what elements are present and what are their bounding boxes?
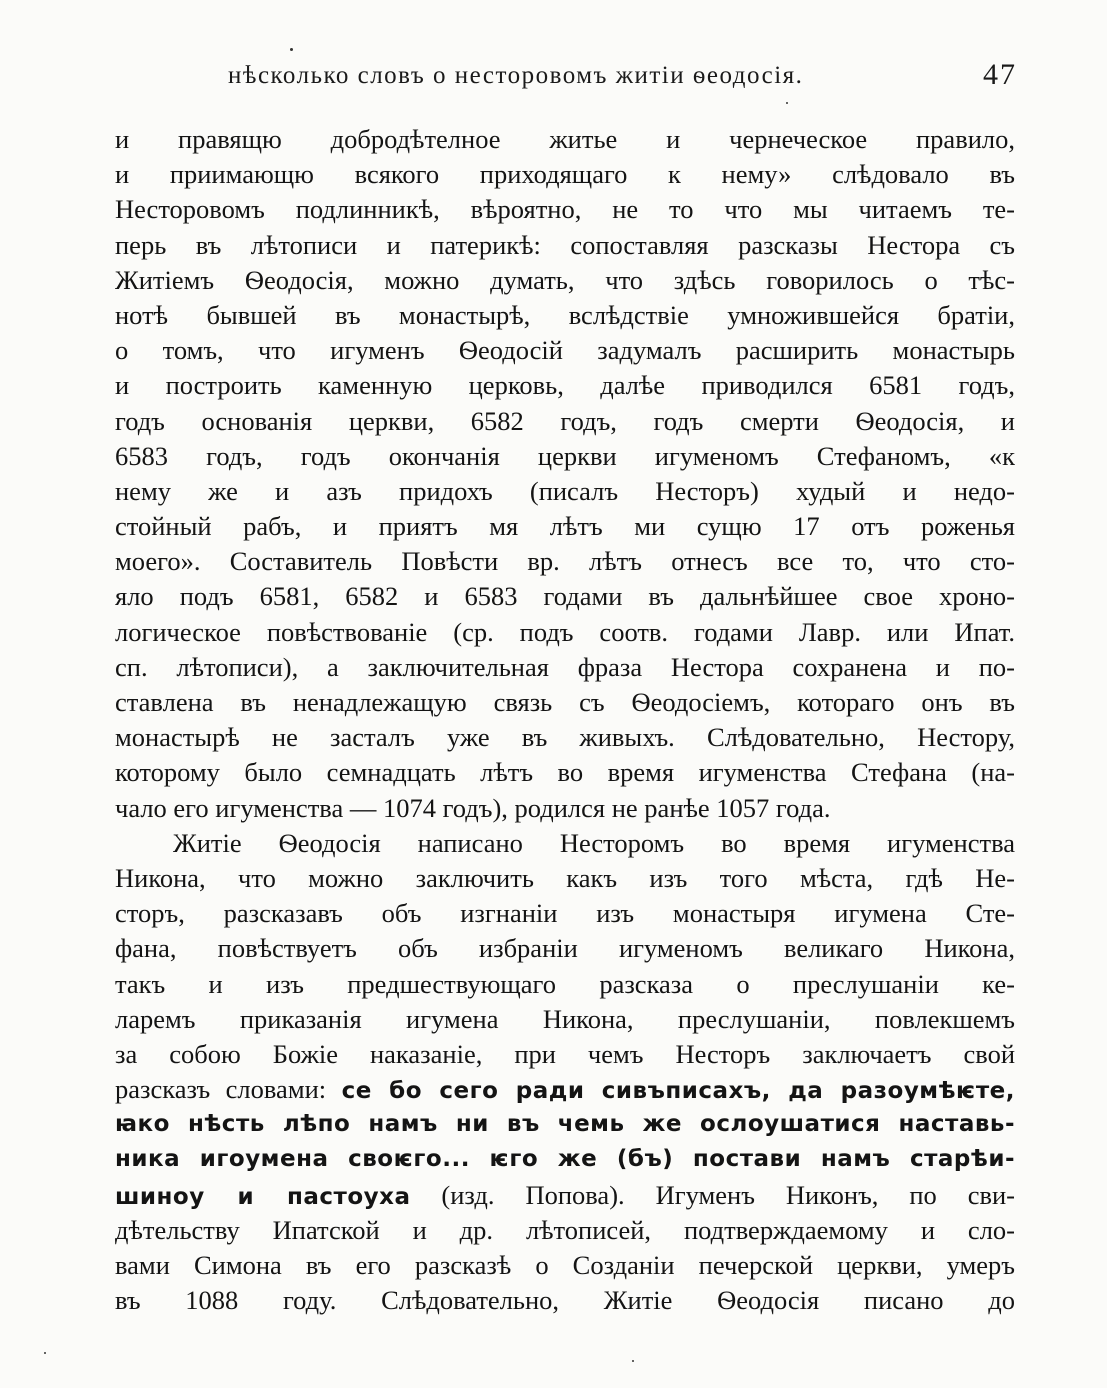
print-speck xyxy=(786,102,788,104)
print-speck xyxy=(290,48,293,51)
text-line: и приимающю всякого приходящаго к нему» слѣдовало въ xyxy=(115,159,1015,190)
text-line: моего». Составитель Повѣсти вр. лѣтъ отнесъ все то, что сто- xyxy=(115,546,1015,577)
text-line: нему же и азъ придохъ (писалъ Несторъ) худый и недо- xyxy=(115,475,1015,506)
text-line: монастырѣ не засталъ уже въ живыхъ. Слѣдовательно, Нестору, xyxy=(115,722,1015,753)
paragraph xyxy=(115,826,1015,1319)
text-line: чало его игуменства — 1074 годъ), родился не ранѣе 1057 года. xyxy=(115,792,831,823)
text-line: шиноу и пастоуха (изд. Попова). Игуменъ Никонъ, по сви- xyxy=(115,1179,1015,1210)
text-line: и построить каменную церковь, далѣе приводился 6581 годъ, xyxy=(115,370,1015,401)
text-line: вами Симона въ его разсказѣ о Созданіи печерской церкви, умеръ xyxy=(115,1250,1015,1280)
text-line: годъ основанія церкви, 6582 годъ, годъ смерти Ѳеодосія, и xyxy=(115,405,1015,436)
body-text xyxy=(115,122,1015,1318)
church-slavonic-quote: се бо сего ради сивъписахъ, да разоумѣѥте, xyxy=(341,1078,1015,1105)
text-line: которому было семнадцать лѣтъ во время игуменства Стефана (на- xyxy=(115,757,1015,788)
text-line: и правящю добродѣтелное житье и чернеческое правило, xyxy=(115,124,1015,154)
paragraph xyxy=(115,122,1015,826)
text-line: ларемъ приказанія игумена Никона, преслушаніи, повлекшемъ xyxy=(115,1003,1015,1034)
text-line: дѣтельству Ипатской и др. лѣтописей, подтверждаемому и сло- xyxy=(115,1214,1015,1245)
paragraph-tail xyxy=(115,1213,1015,1319)
church-slavonic-quote: ника игоумена своѥго... ѥго же (бъ) постави намъ старѣи- xyxy=(115,1146,1015,1173)
print-speck xyxy=(632,1360,634,1362)
text-line: Несторовомъ подлинникѣ, вѣроятно, не то что мы читаемъ те- xyxy=(115,194,1015,225)
text-line: разсказъ словами: се бо сего ради сивъписахъ, да разоумѣѥте, xyxy=(115,1074,1015,1105)
church-slavonic-quote: ꙗко нѣсть лѣпо намъ ни въ чемь же ослоушатися наставь- xyxy=(115,1111,1015,1138)
text-line: въ 1088 году. Слѣдовательно, Житіе Ѳеодосія писано до xyxy=(115,1285,1015,1316)
church-slavonic-quote: шиноу и пастоуха xyxy=(115,1183,411,1210)
text-line: сторъ, разсказавъ объ изгнаніи изъ монастыря игумена Сте- xyxy=(115,898,1015,929)
text-line: перь въ лѣтописи и патерикѣ: сопоставляя разсказы Нестора съ xyxy=(115,229,1015,260)
page-header xyxy=(0,58,1107,98)
text-line: Житіе Ѳеодосія написано Несторомъ во время игуменства xyxy=(173,827,1015,858)
text-line: стойный рабъ, и приятъ мя лѣтъ ми сущю 17 отъ роженья xyxy=(115,511,1015,542)
page-number: 47 xyxy=(983,58,1017,91)
text-line: 6583 годъ, годъ окончанія церкви игуменомъ Стефаномъ, «к xyxy=(115,440,1015,471)
text-line: такъ и изъ предшествующаго разсказа о преслушаніи ке- xyxy=(115,968,1015,999)
text-line: Никона, что можно заключить какъ изъ того мѣста, гдѣ Не- xyxy=(115,862,1015,893)
text-line: фана, повѣствуетъ объ избраніи игуменомъ великаго Никона, xyxy=(115,933,1015,964)
text-line: логическое повѣствованіе (ср. подъ соотв. годами Лавр. или Ипат. xyxy=(115,616,1015,647)
text-line: сп. лѣтописи), а заключительная фраза Нестора сохранена и по- xyxy=(115,651,1015,682)
text-line: ставлена въ ненадлежащую связь съ Ѳеодосіемъ, котораго онъ въ xyxy=(115,687,1015,717)
text-line: Житіемъ Ѳеодосія, можно думать, что здѣсь говорилось о тѣс- xyxy=(115,264,1015,295)
text-line: яло подъ 6581, 6582 и 6583 годами въ дальнѣйшее свое хроно- xyxy=(115,581,1015,612)
text-line: нотѣ бывшей въ монастырѣ, вслѣдствіе умножившейся братіи, xyxy=(115,299,1015,330)
print-speck xyxy=(44,1352,46,1354)
text-line: за собою Божіе наказаніе, при чемъ Несторъ заключаетъ свой xyxy=(115,1038,1015,1069)
text-line: о томъ, что игуменъ Ѳеодосій задумалъ расширить монастырь xyxy=(115,335,1015,366)
running-title: нѣсколько словъ о несторовомъ житіи ѳеодосія. xyxy=(228,62,804,89)
